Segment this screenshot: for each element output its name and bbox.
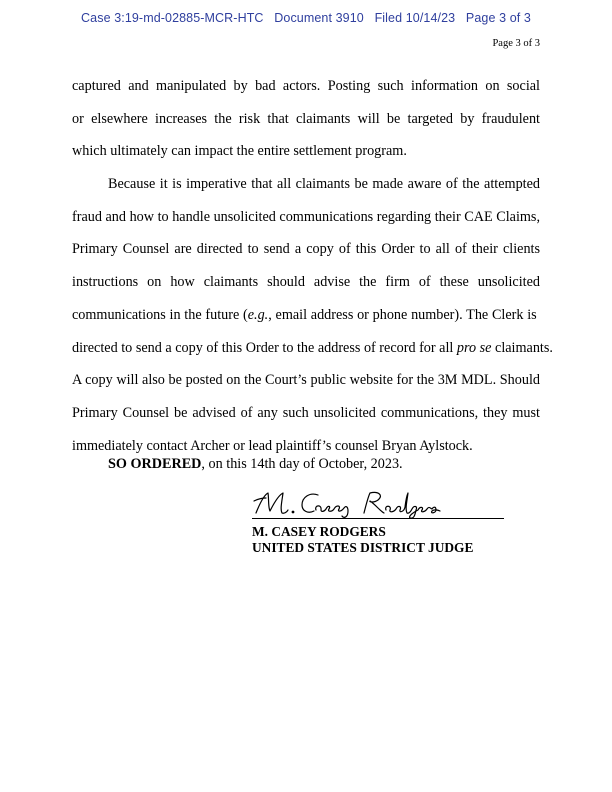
so-ordered-line bbox=[108, 456, 403, 473]
body-line: instructions on how claimants should advise the firm of these unsolicited bbox=[72, 274, 540, 291]
document-number: Document 3910 bbox=[274, 11, 364, 25]
body-line-segment: communications in the future ( bbox=[72, 306, 248, 323]
body-line: Primary Counsel are directed to send a copy of this Order to all of their clients bbox=[72, 241, 540, 258]
judge-title: UNITED STATES DISTRICT JUDGE bbox=[252, 540, 474, 555]
filed-date: Filed 10/14/23 bbox=[374, 11, 456, 25]
body-line: fraud and how to handle unsolicited communications regarding their CAE Claims, bbox=[72, 208, 540, 225]
signature-line bbox=[252, 518, 504, 519]
so-ordered-label: SO ORDERED bbox=[108, 456, 202, 472]
body-line: immediately contact Archer or lead plaintiff’s counsel Bryan Aylstock. bbox=[72, 437, 473, 454]
body-line: captured and manipulated by bad actors. Posting such information on social bbox=[72, 78, 540, 94]
page-number: Page 3 of 3 bbox=[492, 38, 540, 49]
body-line-segment: , email address or phone number). The Clerk is bbox=[268, 306, 537, 323]
ecf-filing-header bbox=[0, 11, 612, 25]
body-line: Primary Counsel be advised of any such unsolicited communications, they must bbox=[72, 404, 540, 421]
body-line bbox=[72, 332, 553, 365]
handwritten-signature bbox=[252, 489, 504, 519]
header-page-count: Page 3 of 3 bbox=[465, 11, 531, 25]
body-line: which ultimately can impact the entire settlement program. bbox=[72, 143, 407, 160]
judge-name: M. CASEY RODGERS bbox=[252, 524, 386, 539]
body-line bbox=[72, 299, 540, 332]
body-line: A copy will also be posted on the Court’s public website for the 3M MDL. Should bbox=[72, 372, 540, 389]
eg-italic: e.g. bbox=[247, 306, 269, 323]
body-line-segment: claimants. bbox=[491, 339, 553, 356]
body-line-segment: directed to send a copy of this Order to the address of record for all bbox=[72, 339, 457, 356]
pro-se-italic: pro se bbox=[456, 339, 492, 356]
case-number: Case 3:19-md-02885-MCR-HTC bbox=[81, 11, 264, 25]
body-line: or elsewhere increases the risk that claimants will be targeted by fraudulent bbox=[72, 110, 540, 127]
order-date: , on this 14th day of October, 2023. bbox=[201, 456, 403, 472]
order-body bbox=[72, 70, 553, 462]
body-line: Because it is imperative that all claimants be made aware of the attempted bbox=[108, 176, 540, 193]
